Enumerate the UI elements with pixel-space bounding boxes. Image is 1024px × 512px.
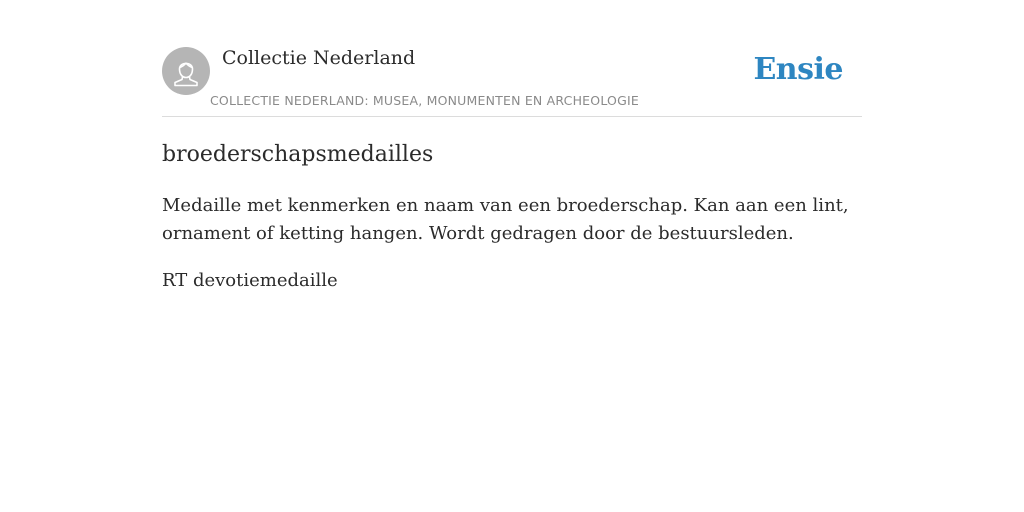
entry-term: broederschapsmedailles bbox=[162, 142, 434, 167]
user-outline-icon bbox=[162, 47, 210, 95]
brand-logo[interactable]: Ensie bbox=[753, 52, 843, 87]
entry-header bbox=[162, 0, 862, 117]
author-name[interactable]: Collectie Nederland bbox=[222, 47, 416, 69]
source-subtitle[interactable]: COLLECTIE NEDERLAND: MUSEA, MONUMENTEN EN ARCHEOLOGIE bbox=[210, 93, 639, 108]
related-term: RT devotiemedaille bbox=[162, 270, 338, 291]
entry-definition: Medaille met kenmerken en naam van een broederschap. Kan aan een lint, ornament of ketting hangen. Wordt gedragen door de bestuursleden. bbox=[162, 195, 849, 244]
entry-card bbox=[162, 0, 862, 512]
author-avatar[interactable] bbox=[162, 47, 210, 95]
